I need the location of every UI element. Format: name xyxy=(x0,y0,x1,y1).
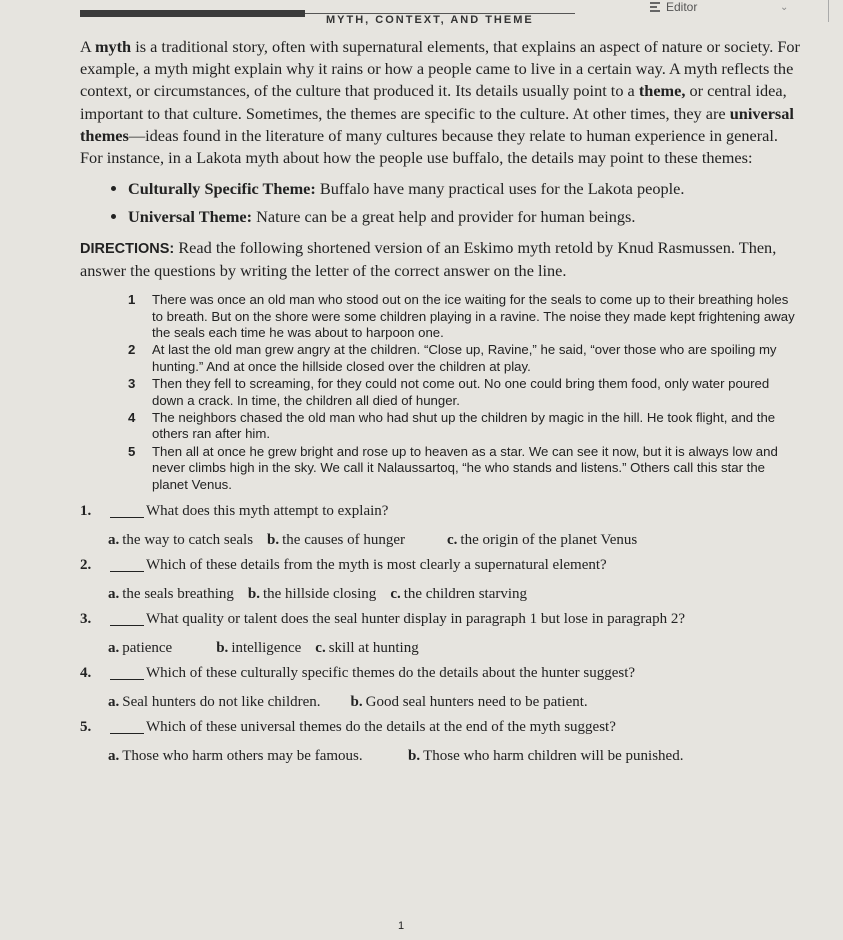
term-myth: myth xyxy=(94,37,132,56)
header-rule xyxy=(80,10,305,17)
answer-option: b. the causes of hunger xyxy=(267,532,405,549)
worksheet xyxy=(80,36,800,773)
answer-option: a. the way to catch seals xyxy=(108,532,254,549)
answer-option: b. Those who harm children will be punished. xyxy=(408,748,684,765)
answer-option: a. Those who harm others may be famous. xyxy=(108,748,363,765)
answer-option: c. skill at hunting xyxy=(315,640,419,657)
question: 2. Which of these details from the myth is most clearly a supernatural element? a. the seals breathing b. the hillside closing c. the children starving xyxy=(80,557,607,603)
term-theme: theme, xyxy=(638,81,686,101)
question: 5. Which of these universal themes do the details at the end of the myth suggest? a. Those who harm others may be famous. b. Those who harm children will be punished. xyxy=(80,719,684,765)
answer-option: a. the seals breathing xyxy=(108,586,234,603)
editor-icon xyxy=(648,1,662,13)
answer-option: b. the hillside closing xyxy=(247,586,377,603)
answer-option: c. the origin of the planet Venus xyxy=(447,532,638,549)
story-paragraph: 4 The neighbors chased the old man who had shut up the children by magic in the hill. He took flight, and the others ran after him. xyxy=(128,410,776,442)
answer-blank[interactable] xyxy=(110,611,144,626)
intro-paragraph: A myth is a traditional story, often with supernatural elements, that explains an aspect of nature or society. For example, a myth might explain why it rains or how a people came to live in a certain way. A myth reflects the context, or circumstances, of the culture that produced it. Its details usually point to a theme, or central idea, important to that culture. Sometimes, the themes are specific to the culture. At other times, they are universal themes—ideas found in the literature of many cultures because they relate to human experience in general. For instance, in a Lakota myth about how the people use buffalo, the details may point to these themes: xyxy=(80,37,800,168)
panel-edge xyxy=(828,0,829,22)
answer-option: b. Good seal hunters need to be patient. xyxy=(350,694,588,711)
list-item: • Universal Theme: Nature can be a great help and provider for human beings. xyxy=(128,205,800,229)
top-bar xyxy=(0,0,843,30)
story-paragraph: 2 At last the old man grew angry at the children. “Close up, Ravine,” he said, “over those who are spoiling my hunting.” And at once the hillside closed over the children at play. xyxy=(128,342,777,374)
editor-label: Editor xyxy=(666,0,698,14)
list-item: • Culturally Specific Theme: Buffalo have many practical uses for the Lakota people. xyxy=(128,177,800,201)
directions-label: DIRECTIONS: xyxy=(80,241,175,258)
term-universal-themes: universal themes xyxy=(80,103,794,145)
question: 1. What does this myth attempt to explain? a. the way to catch seals b. the causes of hunger c. the origin of the planet Venus xyxy=(80,503,638,549)
question: 3. What quality or talent does the seal hunter display in paragraph 1 but lose in paragraph 2? a. patience b. intelligence c. skill at hunting xyxy=(80,611,685,657)
question: 4. Which of these culturally specific themes do the details about the hunter suggest? a. Seal hunters do not like children. b. Good seal hunters need to be patient. xyxy=(80,665,636,711)
answer-option: b. intelligence xyxy=(216,640,302,657)
answer-blank[interactable] xyxy=(110,719,144,734)
directions: DIRECTIONS: Read the following shortened version of an Eskimo myth retold by Knud Rasmussen. Then, answer the questions by writing the letter of the correct answer on the line. xyxy=(80,238,777,281)
answer-blank[interactable] xyxy=(110,665,144,680)
myth-text xyxy=(128,292,800,493)
page-number: 1 xyxy=(398,920,405,932)
editor-button[interactable] xyxy=(648,0,697,14)
story-paragraph: 3 Then they fell to screaming, for they could not come out. No one could bring them food, only water poured down a crack. In time, the children all died of hunger. xyxy=(128,376,770,408)
story-paragraph: 5 Then all at once he grew bright and rose up to heaven as a star. We can see it now, but it is always low and never climbs high in the sky. We call it Nalaussartoq, “he who stands and listens.” Others call this star the planet Venus. xyxy=(128,443,778,492)
answer-option: a. Seal hunters do not like children. xyxy=(108,694,321,711)
answer-option: c. the children starving xyxy=(390,586,528,603)
answer-option: a. patience xyxy=(108,640,173,657)
story-paragraph: 1 There was once an old man who stood out on the ice waiting for the seals to come up to their breathing holes to breath. But on the shore were some children playing in a ravine. The noise they made kept frightening away the seals each time he was about to harpoon one. xyxy=(128,292,795,341)
document-header: MYTH, CONTEXT, AND THEME xyxy=(326,14,534,26)
answer-blank[interactable] xyxy=(110,557,144,572)
chevron-down-icon[interactable]: ⌄ xyxy=(780,2,789,13)
theme-list xyxy=(80,177,800,229)
question-list xyxy=(80,503,800,765)
answer-blank[interactable] xyxy=(110,503,144,518)
